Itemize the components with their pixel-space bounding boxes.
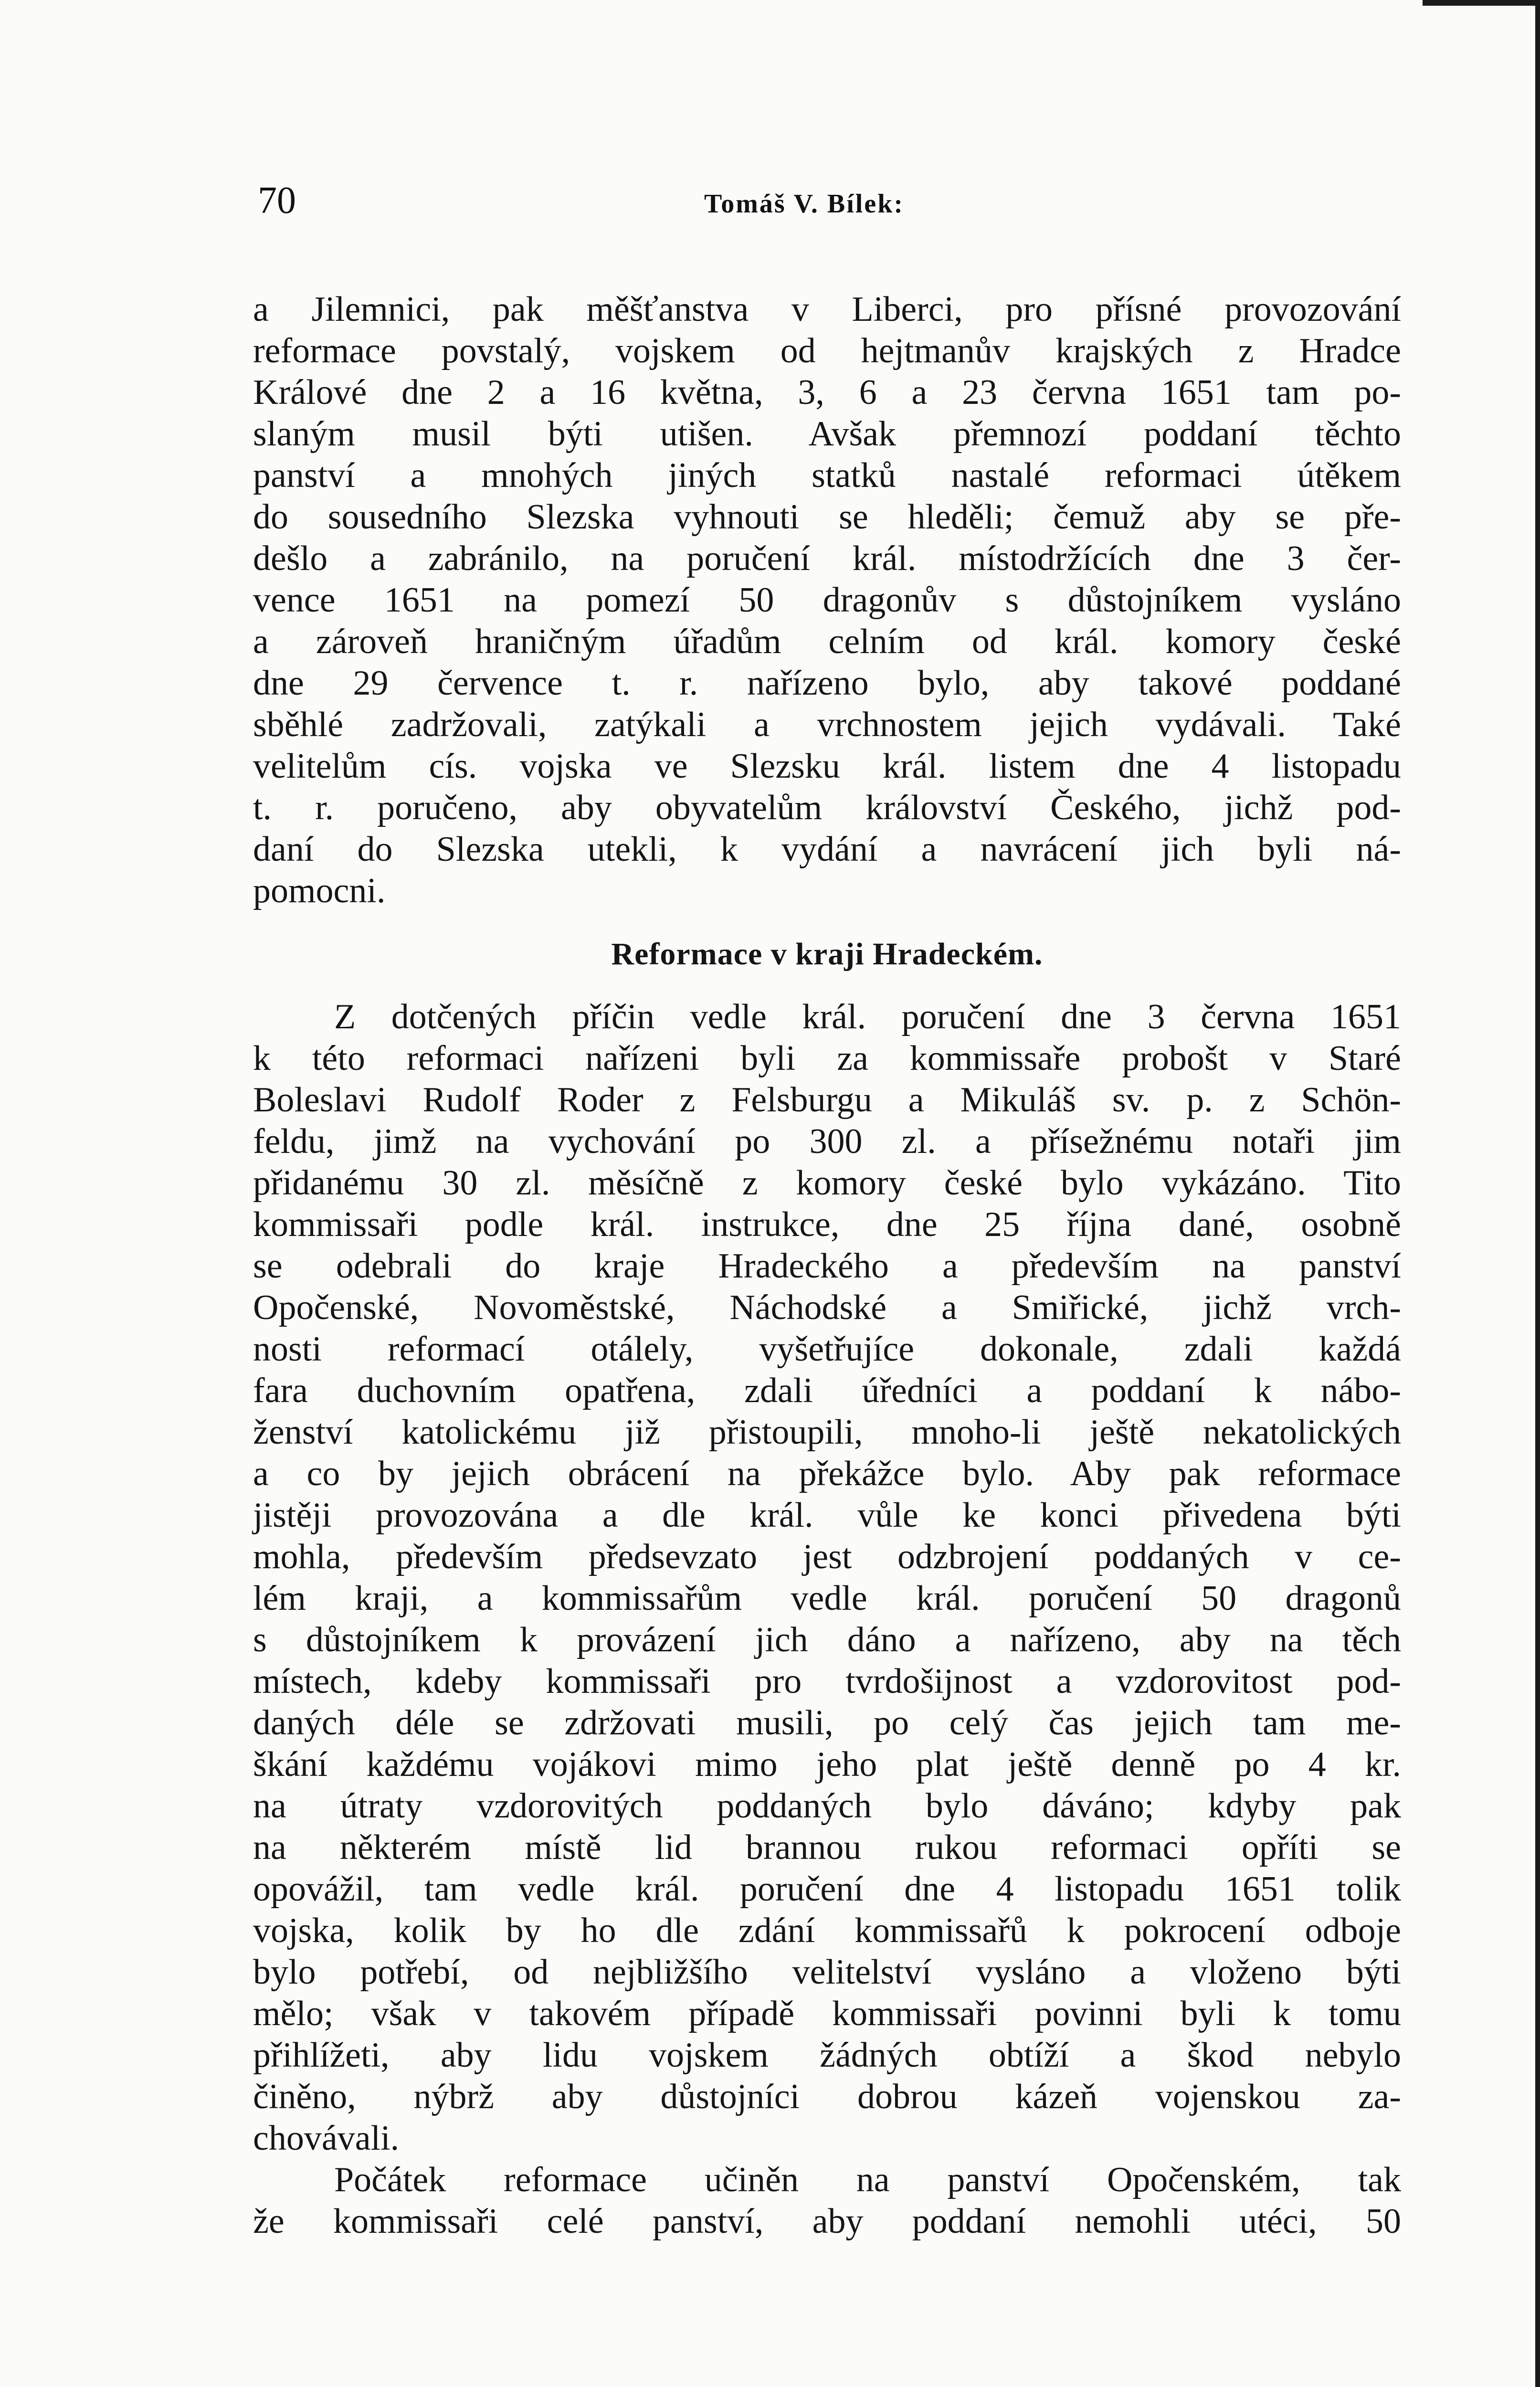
text-line: Počátek reformace učiněn na panství Opočenském, tak	[334, 2160, 1401, 2199]
text-line: na některém místě lid brannou rukou reformaci opříti se	[253, 1828, 1401, 1867]
text-line: slaným musil býti utišen. Avšak přemnozí poddaní těchto	[253, 414, 1401, 454]
text-line: pomocni.	[253, 871, 386, 910]
text-line: velitelům cís. vojska ve Slezsku král. listem dne 4 listopadu	[253, 747, 1401, 786]
text-line: panství a mnohých jiných statků nastalé reformaci útěkem	[253, 456, 1401, 495]
text-line: fara duchovním opatřena, zdali úředníci a poddaní k nábo-	[253, 1371, 1401, 1410]
text-line: dešlo a zabránilo, na poručení král. místodržících dne 3 čer-	[253, 539, 1401, 578]
text-line: daní do Slezska utekli, k vydání a navrácení jich byli ná-	[253, 830, 1401, 869]
text-line: na útraty vzdorovitých poddaných bylo dáváno; kdyby pak	[253, 1786, 1401, 1826]
text-line: kommissaři podle král. instrukce, dne 25 října dané, osobně	[253, 1205, 1401, 1244]
text-line: sběhlé zadržovali, zatýkali a vrchnostem jejich vydávali. Také	[253, 705, 1401, 744]
text-line: feldu, jimž na vychování po 300 zl. a přísežnému notaři jim	[253, 1122, 1401, 1161]
text-line: do sousedního Slezska vyhnouti se hleděli; čemuž aby se pře-	[253, 497, 1401, 537]
text-line: místech, kdeby kommissaři pro tvrdošijnost a vzdorovitost pod-	[253, 1662, 1401, 1701]
text-line: daných déle se zdržovati musili, po celý čas jejich tam me-	[253, 1703, 1401, 1743]
text-line: přidanému 30 zl. měsíčně z komory české bylo vykázáno. Tito	[253, 1163, 1401, 1203]
running-head: Tomáš V. Bílek:	[704, 189, 904, 219]
scan-edge-right	[1535, 0, 1540, 2387]
text-line: dne 29 července t. r. nařízeno bylo, aby takové poddané	[253, 664, 1401, 703]
text-line: činěno, nýbrž aby důstojníci dobrou kázeň vojenskou za-	[253, 2077, 1401, 2116]
page-header	[253, 179, 1401, 241]
text-line: se odebrali do kraje Hradeckého a především na panství	[253, 1246, 1401, 1286]
paragraph-intro	[253, 289, 1401, 912]
section-heading: Reformace v kraji Hradeckém.	[611, 937, 1043, 972]
text-line: Z dotčených příčin vedle král. poručení dne 3 června 1651	[334, 997, 1401, 1036]
body-text	[253, 289, 1401, 2242]
text-line: mohla, především předsevzato jest odzbrojení poddaných v ce-	[253, 1537, 1401, 1576]
text-line: k této reformaci nařízeni byli za kommissaře probošt v Staré	[253, 1039, 1401, 1078]
text-line: Králové dne 2 a 16 května, 3, 6 a 23 června 1651 tam po-	[253, 373, 1401, 412]
text-line: přihlížeti, aby lidu vojskem žádných obtíží a škod nebylo	[253, 2036, 1401, 2075]
text-line: lém kraji, a kommissařům vedle král. poručení 50 dragonů	[253, 1579, 1401, 1618]
text-line: že kommissaři celé panství, aby poddaní nemohli utéci, 50	[253, 2202, 1401, 2241]
text-line: bylo potřebí, od nejbližšího velitelství vysláno a vloženo býti	[253, 1953, 1401, 1992]
text-line: vence 1651 na pomezí 50 dragonův s důstojníkem vysláno	[253, 581, 1401, 620]
text-line: Opočenské, Novoměstské, Náchodské a Smiřické, jichž vrch-	[253, 1288, 1401, 1327]
text-line: reformace povstalý, vojskem od hejtmanův krajských z Hradce	[253, 331, 1401, 370]
text-line: nosti reformací otálely, vyšetřujíce dokonale, zdali každá	[253, 1330, 1401, 1369]
text-line: Boleslavi Rudolf Roder z Felsburgu a Mikuláš sv. p. z Schön-	[253, 1080, 1401, 1120]
scan-edge-top	[1423, 0, 1540, 6]
text-line: a zároveň hraničným úřadům celním od král. komory české	[253, 622, 1401, 661]
text-line: opovážil, tam vedle král. poručení dne 4 listopadu 1651 tolik	[253, 1869, 1401, 1909]
text-line: vojska, kolik by ho dle zdání kommissařů k pokrocení odboje	[253, 1911, 1401, 1950]
text-line: a co by jejich obrácení na překážce bylo. Aby pak reformace	[253, 1454, 1401, 1493]
text-line: škání každému vojákovi mimo jeho plat ještě denně po 4 kr.	[253, 1745, 1401, 1784]
text-line: s důstojníkem k provázení jich dáno a nařízeno, aby na těch	[253, 1620, 1401, 1659]
text-line: t. r. poručeno, aby obyvatelům království Českého, jichž pod-	[253, 788, 1401, 827]
page-number: 70	[258, 180, 296, 222]
text-line: jistěji provozována a dle král. vůle ke konci přivedena býti	[253, 1496, 1401, 1535]
paragraph-three	[253, 2159, 1401, 2242]
text-line: a Jilemnici, pak měšťanstva v Liberci, pro přísné provozování	[253, 290, 1401, 329]
text-line: chovávali.	[253, 2119, 400, 2158]
text-line: mělo; však v takovém případě kommissaři povinni byli k tomu	[253, 1994, 1401, 2033]
paragraph-two	[253, 996, 1401, 2159]
text-line: ženství katolickému již přistoupili, mnoho-li ještě nekatolických	[253, 1413, 1401, 1452]
